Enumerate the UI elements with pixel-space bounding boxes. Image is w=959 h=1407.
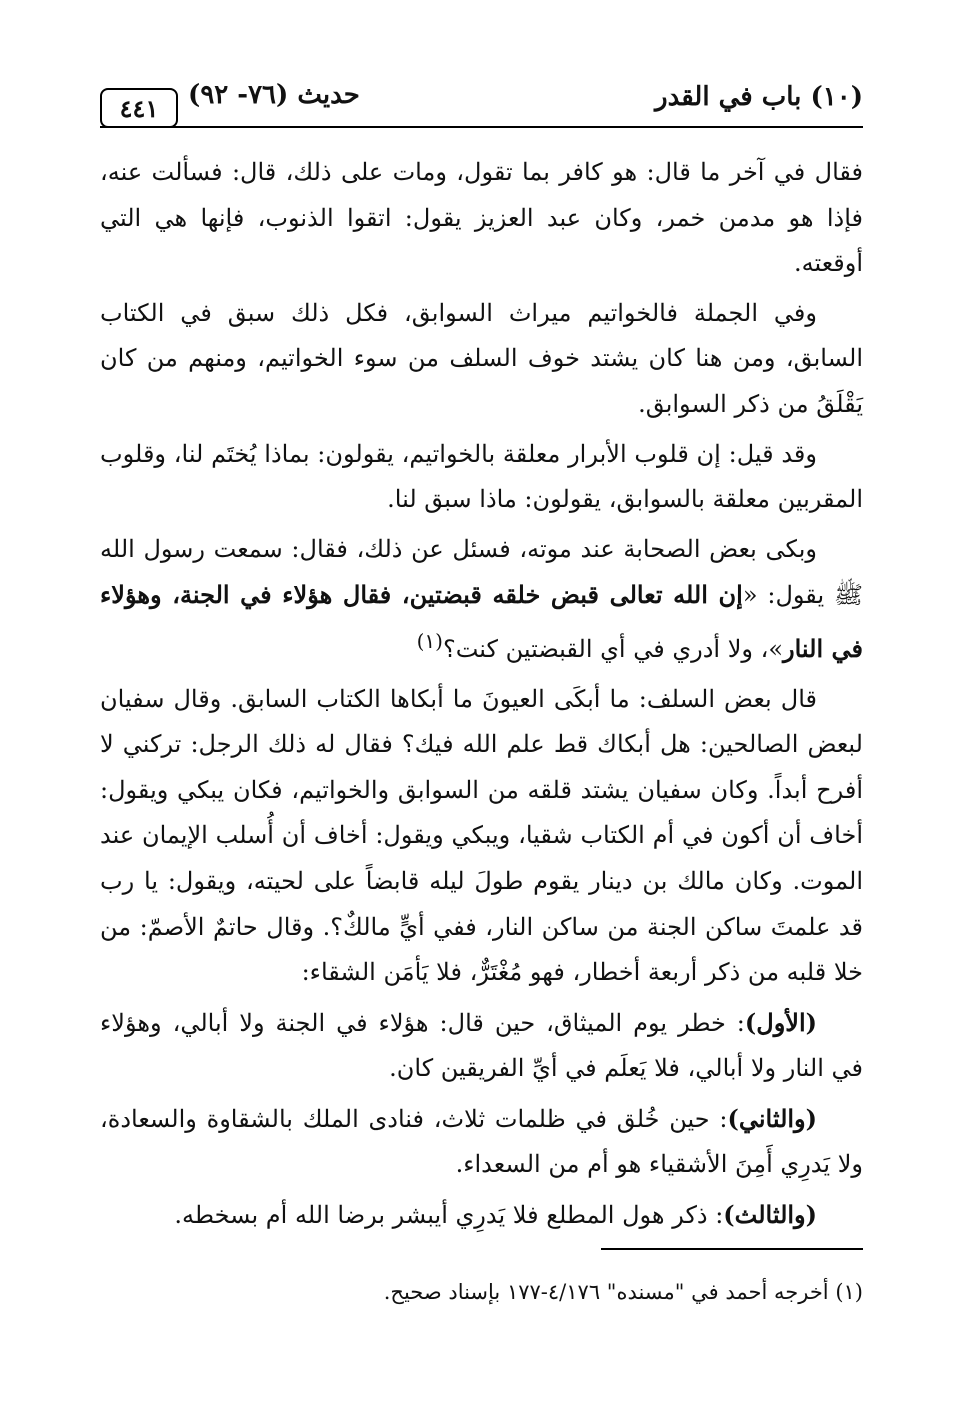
- item-text-second: : حين خُلق في ظلمات ثلاث، فنادى الملك بالشقاوة والسعادة، ولا يَدرِي أَمِنَ الأشقياء هو أم من السعداء.: [100, 1104, 863, 1179]
- paragraph-4: [100, 527, 863, 673]
- paragraph-2: وفي الجملة فالخواتيم ميراث السوابق، فكل ذلك سبق في الكتاب السابق، ومن هنا كان يشتد خوف السلف من سوء الخواتيم، ومنهم من كان يَقْلَقُ من ذكر السوابق.: [100, 298, 863, 418]
- paragraph-5: قال بعض السلف: ما أبكَى العيونَ ما أبكاها الكتاب السابق. وقال سفيان لبعض الصالحين: هل أبكاك قط علم الله فيك؟ فقال له ذلك الرجل: تركني لا أفرح أبداً. وكان سفيان يشتد قلقه من السوابق والخواتيم، فكان يبكي ويقول: أخاف أن أكون في أم الكتاب شقيا، ويبكي ويقول: أخاف أن أُسلب الإيمان عند الموت. وكان مالك بن دينار يقوم طولَ ليله قابضاً على لحيته، ويقول: يا رب قد علمتَ ساكن الجنة من ساكن النار، ففي أيٍّ مالكٌ؟. وقال حاتمٌ الأصمّ: من خلا قلبه من ذكر أربعة أخطار، فهو مُغْتَرٌّ، فلا يَأمَن الشقاء:: [100, 684, 863, 987]
- footnote: (١) أخرجه أحمد في "مسنده" ٤/١٧٦-١٧٧ بإسناد صحيح.: [383, 1280, 863, 1304]
- hadith-quote: إن الله تعالى قبض خلقه قبضتين، فقال هؤلاء في الجنة، وهؤلاء في النار: [100, 580, 863, 663]
- hadith-range: حديث (٧٦- ٩٢): [188, 80, 360, 110]
- item-label-second: (والثاني): [727, 1103, 817, 1133]
- paragraph-4-end: »، ولا أدري في أي القبضتين كنت؟: [442, 634, 784, 663]
- item-label-first: (الأول): [744, 1007, 817, 1037]
- item-text-first: : خطر يوم الميثاق، حين قال: هؤلاء في الجنة ولا أبالي، وهؤلاء في النار ولا أبالي، فلا يَعلَم في أيِّ الفريقين كان.: [100, 1008, 863, 1083]
- paragraph-8: [100, 1192, 863, 1239]
- item-label-third: (والثالث): [723, 1200, 817, 1230]
- paragraph-4-start: وبكى بعض الصحابة عند موته، فسئل عن ذلك، فقال: سمعت رسول الله ﷺ يقول: «: [100, 534, 863, 610]
- paragraph-3: وقد قيل: إن قلوب الأبرار معلقة بالخواتيم، يقولون: بماذا يُختَم لنا، وقلوب المقربين معلقة بالسوابق، يقولون: ماذا سبق لنا.: [100, 439, 863, 514]
- paragraph-1: فقال في آخر ما قال: هو كافر بما تقول، ومات على ذلك، قال: فسألت عنه، فإذا هو مدمن خمر، وكان عبد العزيز يقول: اتقوا الذنوب، فإنها هي التي أوقعته.: [100, 158, 863, 278]
- main-text: [100, 150, 863, 1243]
- page-number: ٤٤١: [119, 93, 159, 123]
- paragraph-7: [100, 1096, 863, 1188]
- page-number-box: [100, 88, 178, 128]
- item-text-third: : ذكر هول المطلع فلا يَدرِي أيبشر برضا الله أم بسخطه.: [174, 1201, 724, 1230]
- footnote-divider: [601, 1248, 863, 1250]
- chapter-title: (١٠) باب في القدر: [655, 82, 863, 112]
- footnote-ref: (١): [416, 628, 443, 653]
- running-header: [100, 76, 863, 128]
- paragraph-6: [100, 1000, 863, 1092]
